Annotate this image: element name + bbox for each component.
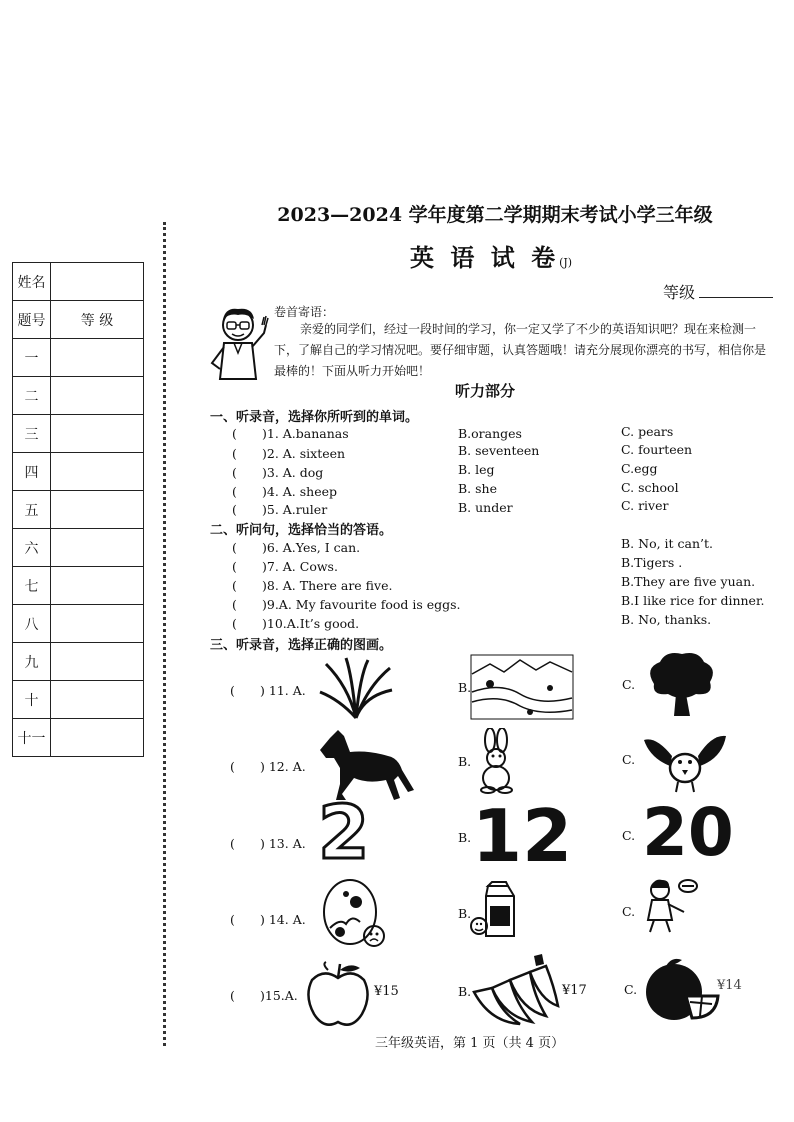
grade-cell[interactable] bbox=[51, 681, 144, 719]
grade-cell[interactable] bbox=[51, 453, 144, 491]
grade-label: 等级 bbox=[663, 283, 696, 302]
page-footer: 三年级英语，第 1 页（共 4 页） bbox=[375, 1036, 565, 1051]
q4-option-b: B. she bbox=[458, 481, 497, 496]
grade-cell[interactable] bbox=[51, 339, 144, 377]
number-two: 2 bbox=[318, 790, 370, 876]
q8-option-a: ( )8. A. There are five. bbox=[232, 578, 393, 593]
orange-icon bbox=[642, 952, 722, 1024]
q2-option-a: ( )2. A. sixteen bbox=[232, 446, 346, 461]
girl-eating-icon bbox=[640, 876, 700, 934]
name-field[interactable] bbox=[51, 263, 144, 301]
row-label: 八 bbox=[13, 605, 51, 643]
q10-text: )10.A.It’s good. bbox=[262, 616, 360, 631]
number-twelve: 12 bbox=[472, 794, 573, 878]
price-apple: ¥15 bbox=[374, 984, 399, 999]
q4-text: )4. A. sheep bbox=[262, 484, 338, 499]
q11-label: ( ) 11. A. bbox=[230, 683, 306, 698]
q6-option-a: ( )6. A.Yes, I can. bbox=[232, 540, 361, 555]
bananas-icon bbox=[470, 952, 560, 1028]
q2-option-b: B. seventeen bbox=[458, 443, 540, 458]
rabbit-icon bbox=[474, 728, 518, 794]
exam-title: 2023—2024 学年度第二学期期末考试小学三年级 bbox=[277, 204, 713, 226]
river-landscape-icon bbox=[470, 654, 574, 720]
q1-option-a: ( )1. A.bananas bbox=[232, 426, 349, 441]
q3-text: )3. A. dog bbox=[262, 465, 324, 480]
q3-option-c: C.egg bbox=[621, 461, 658, 476]
q15-option-c: C. bbox=[624, 982, 638, 997]
row-label: 六 bbox=[13, 529, 51, 567]
q11-option-c: C. bbox=[622, 677, 636, 692]
q6-text: )6. A.Yes, I can. bbox=[262, 540, 361, 555]
section1-heading: 一、听录音，选择你所听到的单词。 bbox=[210, 410, 419, 425]
row-label: 九 bbox=[13, 643, 51, 681]
q12-label: ( ) 12. A. bbox=[230, 759, 306, 774]
teacher-cartoon-icon bbox=[206, 303, 270, 381]
question-number-header: 题号 bbox=[13, 301, 51, 339]
q15-option-b: B. bbox=[458, 984, 472, 999]
q4-option-a: ( )4. A. sheep bbox=[232, 484, 338, 499]
q7-option-b: B.Tigers . bbox=[621, 555, 683, 570]
score-table bbox=[12, 262, 144, 757]
q15-text: )15.A. bbox=[260, 988, 298, 1003]
q1-option-b: B.oranges bbox=[458, 426, 522, 441]
q7-option-a: ( )7. A. Cows. bbox=[232, 559, 338, 574]
grade-cell[interactable] bbox=[51, 491, 144, 529]
q9-option-a: ( )9.A. My favourite food is eggs. bbox=[232, 597, 461, 612]
q11-option-b: B. bbox=[458, 680, 472, 695]
row-label: 二 bbox=[13, 377, 51, 415]
grade-cell[interactable] bbox=[51, 529, 144, 567]
bird-icon bbox=[642, 726, 728, 796]
apple-icon bbox=[304, 960, 374, 1030]
q9-option-b: B.I like rice for dinner. bbox=[621, 593, 765, 608]
grade-cell[interactable] bbox=[51, 567, 144, 605]
price-bananas: ¥17 bbox=[562, 983, 587, 998]
q5-option-a: ( )5. A.ruler bbox=[232, 502, 328, 517]
q3-option-b: B. leg bbox=[458, 462, 495, 477]
binding-line bbox=[163, 222, 166, 1046]
row-label: 十一 bbox=[13, 719, 51, 757]
q14-label: ( ) 14. A. bbox=[230, 912, 306, 927]
price-orange: ¥14 bbox=[717, 978, 742, 993]
grade-blank[interactable] bbox=[699, 283, 773, 298]
egg-food-icon bbox=[316, 878, 390, 950]
row-label: 一 bbox=[13, 339, 51, 377]
q14-text: ) 14. A. bbox=[260, 912, 306, 927]
q13-label: ( ) 13. A. bbox=[230, 836, 306, 851]
subtitle-text: 英 语 试 卷 bbox=[410, 243, 560, 272]
number-twenty: 20 bbox=[642, 794, 734, 871]
q12-text: ) 12. A. bbox=[260, 759, 306, 774]
q10-option-a: ( )10.A.It’s good. bbox=[232, 616, 360, 631]
q8-option-b: B.They are five yuan. bbox=[621, 574, 756, 589]
q15-label: ( )15.A. bbox=[230, 988, 298, 1003]
grade-field[interactable] bbox=[663, 280, 773, 303]
section3-heading: 三、听录音，选择正确的图画。 bbox=[210, 638, 393, 653]
exam-subtitle bbox=[410, 238, 572, 273]
tree-icon bbox=[644, 650, 718, 718]
note-heading: 卷首寄语： bbox=[274, 305, 335, 319]
row-label: 三 bbox=[13, 415, 51, 453]
grade-cell[interactable] bbox=[51, 377, 144, 415]
section2-heading: 二、听问句，选择恰当的答语。 bbox=[210, 523, 393, 538]
q4-option-c: C. school bbox=[621, 480, 679, 495]
q14-option-c: C. bbox=[622, 904, 636, 919]
q3-option-a: ( )3. A. dog bbox=[232, 465, 324, 480]
q13-option-c: C. bbox=[622, 828, 636, 843]
q14-option-b: B. bbox=[458, 906, 472, 921]
grade-cell[interactable] bbox=[51, 643, 144, 681]
q11-text: ) 11. A. bbox=[260, 683, 306, 698]
row-label: 十 bbox=[13, 681, 51, 719]
q6-option-b: B. No, it can’t. bbox=[621, 536, 714, 551]
q5-option-c: C. river bbox=[621, 498, 669, 513]
milk-carton-icon bbox=[470, 880, 524, 940]
q9-text: )9.A. My favourite food is eggs. bbox=[262, 597, 461, 612]
name-label: 姓名 bbox=[13, 263, 51, 301]
q12-option-b: B. bbox=[458, 754, 472, 769]
grass-icon bbox=[318, 656, 394, 720]
subtitle-mark: (J) bbox=[559, 256, 573, 269]
q13-option-b: B. bbox=[458, 830, 472, 845]
grade-cell[interactable] bbox=[51, 719, 144, 757]
grade-cell[interactable] bbox=[51, 605, 144, 643]
grade-cell[interactable] bbox=[51, 415, 144, 453]
q2-option-c: C. fourteen bbox=[621, 442, 693, 457]
q1-text: )1. A.bananas bbox=[262, 426, 349, 441]
listening-heading: 听力部分 bbox=[455, 382, 516, 400]
row-label: 四 bbox=[13, 453, 51, 491]
q7-text: )7. A. Cows. bbox=[262, 559, 338, 574]
q1-option-c: C. pears bbox=[621, 424, 674, 439]
q5-option-b: B. under bbox=[458, 500, 513, 515]
q5-text: )5. A.ruler bbox=[262, 502, 328, 517]
q12-option-c: C. bbox=[622, 752, 636, 767]
q2-text: )2. A. sixteen bbox=[262, 446, 346, 461]
row-label: 七 bbox=[13, 567, 51, 605]
row-label: 五 bbox=[13, 491, 51, 529]
grade-header: 等 级 bbox=[51, 301, 144, 339]
q13-text: ) 13. A. bbox=[260, 836, 306, 851]
q8-text: )8. A. There are five. bbox=[262, 578, 393, 593]
note-body: 亲爱的同学们，经过一段时间的学习，你一定又学了不少的英语知识吧？现在来检测一下，了解自己的学习情况吧。要仔细审题，认真答题哦！请充分展现你漂亮的书写，相信你是最棒的！下面从听力开始吧！ bbox=[274, 322, 767, 378]
q10-option-b: B. No, thanks. bbox=[621, 612, 712, 627]
